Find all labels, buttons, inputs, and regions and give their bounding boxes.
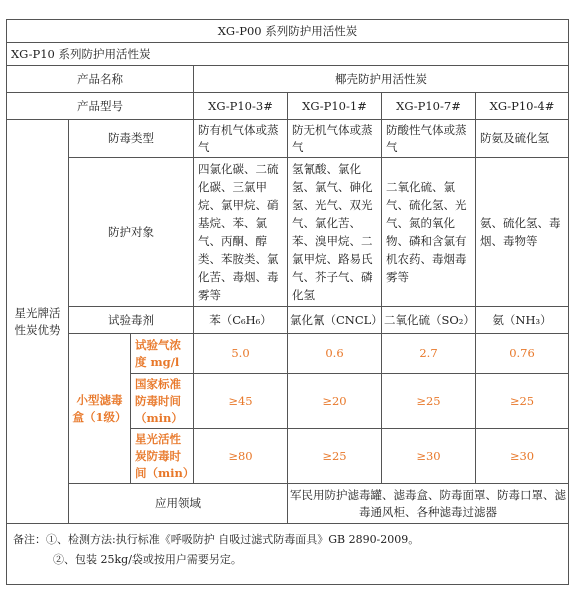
test-agent-cell: 氨（NH₃） bbox=[476, 307, 569, 334]
poison-type-cell: 防有机气体或蒸气 bbox=[194, 120, 288, 158]
protect-target-cell: 氨、硫化氢、毒烟、毒物等 bbox=[476, 158, 569, 307]
national-time-cell: ≥25 bbox=[476, 374, 569, 429]
table-title: XG-P00 系列防护用活性炭 bbox=[7, 20, 569, 43]
spec-sheet bbox=[6, 19, 568, 585]
concentration-cell: 0.76 bbox=[476, 334, 569, 374]
test-agent-cell: 苯（C₆H₆） bbox=[194, 307, 288, 334]
protect-target-cell: 氢氰酸、氯化氢、氯气、砷化氢、光气、双光气、氯化苦、苯、溴甲烷、二氯甲烷、路易氏气、芥子气、磷化氢 bbox=[288, 158, 382, 307]
product-name-label: 产品名称 bbox=[7, 66, 194, 93]
model-cell: XG-P10-7# bbox=[382, 93, 476, 120]
poison-type-label: 防毒类型 bbox=[69, 120, 194, 158]
poison-type-cell: 防酸性气体或蒸气 bbox=[382, 120, 476, 158]
national-time-cell: ≥25 bbox=[382, 374, 476, 429]
star-time-cell: ≥30 bbox=[476, 429, 569, 484]
test-agent-label: 试验毒剂 bbox=[69, 307, 194, 334]
protect-target-cell: 二氧化硫、氯气、硫化氢、光气、氮的氧化物、磷和含氯有机农药、毒烟毒雾等 bbox=[382, 158, 476, 307]
protect-target-label: 防护对象 bbox=[69, 158, 194, 307]
application-label: 应用领域 bbox=[69, 484, 288, 524]
star-time-cell: ≥80 bbox=[194, 429, 288, 484]
poison-type-cell: 防无机气体或蒸气 bbox=[288, 120, 382, 158]
test-agent-cell: 二氧化硫（SO₂） bbox=[382, 307, 476, 334]
note-line: ②、包装 25kg/袋或按用户需要另定。 bbox=[53, 553, 242, 566]
product-name-value: 椰壳防护用活性炭 bbox=[194, 66, 569, 93]
national-time-label: 国家标准防毒时间（min） bbox=[131, 374, 194, 429]
national-time-cell: ≥20 bbox=[288, 374, 382, 429]
star-time-label: 星光活性炭防毒时间（min） bbox=[131, 429, 194, 484]
concentration-cell: 0.6 bbox=[288, 334, 382, 374]
test-agent-cell: 氯化氰（CNCL） bbox=[288, 307, 382, 334]
model-label: 产品型号 bbox=[7, 93, 194, 120]
star-time-cell: ≥30 bbox=[382, 429, 476, 484]
model-cell: XG-P10-1# bbox=[288, 93, 382, 120]
concentration-label: 试验气浓度 mg/l bbox=[131, 334, 194, 374]
poison-type-cell: 防氨及硫化氢 bbox=[476, 120, 569, 158]
application-value: 军民用防护滤毒罐、滤毒盒、防毒面罩、防毒口罩、滤毒通风柜、各种滤毒过滤器 bbox=[288, 484, 569, 524]
concentration-cell: 2.7 bbox=[382, 334, 476, 374]
small-box-label: 小型滤毒盒（1级） bbox=[69, 334, 131, 484]
advantage-label: 星光牌活性炭优势 bbox=[7, 120, 69, 524]
table-subtitle: XG-P10 系列防护用活性炭 bbox=[7, 43, 569, 66]
protect-target-cell: 四氯化碳、二硫化碳、三氯甲烷、氯甲烷、硝基烷、苯、氯气、丙酮、醇类、苯胺类、氯化苦、毒烟、毒雾等 bbox=[194, 158, 288, 307]
spec-table bbox=[6, 19, 569, 585]
note-line: 备注：①、检测方法:执行标准《呼吸防护 自吸过滤式防毒面具》GB 2890-2009。 bbox=[13, 533, 420, 546]
model-cell: XG-P10-3# bbox=[194, 93, 288, 120]
notes bbox=[7, 524, 569, 585]
concentration-cell: 5.0 bbox=[194, 334, 288, 374]
star-time-cell: ≥25 bbox=[288, 429, 382, 484]
model-cell: XG-P10-4# bbox=[476, 93, 569, 120]
national-time-cell: ≥45 bbox=[194, 374, 288, 429]
